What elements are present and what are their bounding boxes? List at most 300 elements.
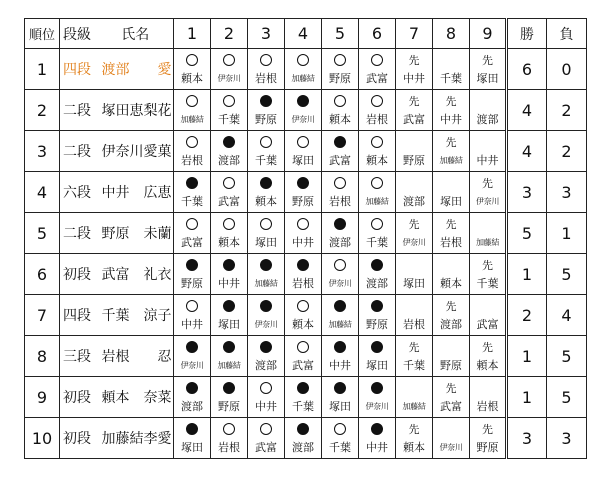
wins-header: 勝 xyxy=(507,19,547,49)
result-mark xyxy=(482,338,493,357)
opponent-name: 加藤結 xyxy=(439,156,463,165)
opponent-name: 加藤結 xyxy=(254,279,278,288)
opponent-name: 渡部 xyxy=(181,400,203,413)
game-cell xyxy=(433,418,470,459)
white-circle-win-icon xyxy=(186,54,198,66)
game-cell xyxy=(470,49,507,90)
game-cell xyxy=(396,90,433,131)
black-circle-loss-icon xyxy=(371,341,383,353)
dan-cell: 四段 xyxy=(60,295,98,336)
opponent-name: 渡部 xyxy=(440,318,462,331)
result-mark xyxy=(260,215,272,234)
first-move-label: 先 xyxy=(408,95,420,108)
game-cell xyxy=(433,172,470,213)
rank-header: 順位 xyxy=(25,19,60,49)
result-mark xyxy=(334,338,346,357)
game-cell xyxy=(433,49,470,90)
result-mark xyxy=(297,133,309,152)
standings-table xyxy=(24,18,587,459)
opponent-name: 加藤結 xyxy=(402,402,426,411)
white-circle-win-icon xyxy=(334,259,346,271)
black-circle-loss-icon xyxy=(371,423,383,435)
opponent-name: 武富 xyxy=(476,318,499,331)
black-circle-loss-icon xyxy=(223,259,235,271)
wins-cell: 1 xyxy=(507,336,547,377)
result-mark xyxy=(334,133,346,152)
result-mark xyxy=(297,92,309,111)
opponent-name: 岩根 xyxy=(403,318,425,331)
game-cell xyxy=(359,254,396,295)
opponent-name: 塚田 xyxy=(292,154,314,167)
result-mark xyxy=(186,338,198,357)
black-circle-loss-icon xyxy=(334,300,346,312)
opponent-name: 野原 xyxy=(292,195,314,208)
result-mark xyxy=(409,420,420,439)
black-circle-loss-icon xyxy=(186,259,198,271)
game-cell xyxy=(322,254,359,295)
rank-cell: 10 xyxy=(25,418,60,459)
black-circle-loss-icon xyxy=(334,341,346,353)
opponent-name: 頼本 xyxy=(218,236,240,249)
result-mark xyxy=(260,256,272,275)
opponent-name: 千葉 xyxy=(476,277,499,290)
result-mark xyxy=(186,215,198,234)
result-mark xyxy=(223,174,235,193)
game-cell xyxy=(285,90,322,131)
result-mark xyxy=(260,92,272,111)
opponent-name: 塚田 xyxy=(476,72,499,85)
white-circle-win-icon xyxy=(297,218,309,230)
game-cell xyxy=(322,172,359,213)
dan-header: 段級 xyxy=(60,19,98,49)
table-row xyxy=(25,336,587,377)
opponent-name: 武富 xyxy=(181,236,203,249)
result-mark xyxy=(334,379,346,398)
game-cell xyxy=(396,131,433,172)
result-mark xyxy=(260,297,272,316)
standings-body xyxy=(25,49,587,459)
losses-cell: 5 xyxy=(547,377,587,418)
game-cell xyxy=(470,336,507,377)
black-circle-loss-icon xyxy=(297,259,309,271)
opponent-name: 加藤結 xyxy=(180,115,204,124)
rank-cell: 9 xyxy=(25,377,60,418)
game-cell xyxy=(433,254,470,295)
wins-cell: 2 xyxy=(507,295,547,336)
white-circle-win-icon xyxy=(297,54,309,66)
dan-cell: 初段 xyxy=(60,377,98,418)
game-cell xyxy=(174,131,211,172)
player-name-cell: 中井 広恵 xyxy=(98,172,174,213)
game-cell xyxy=(211,172,248,213)
table-row xyxy=(25,377,587,418)
game-cell xyxy=(359,49,396,90)
dan-cell: 三段 xyxy=(60,336,98,377)
white-circle-win-icon xyxy=(186,95,198,107)
opponent-name: 千葉 xyxy=(440,72,462,85)
game-cell xyxy=(211,418,248,459)
dan-cell: 初段 xyxy=(60,254,98,295)
result-mark xyxy=(260,420,272,439)
opponent-name: 伊奈川 xyxy=(475,197,500,206)
result-mark xyxy=(334,51,346,70)
game-cell xyxy=(322,336,359,377)
table-row xyxy=(25,90,587,131)
game-cell xyxy=(211,49,248,90)
result-mark xyxy=(297,215,309,234)
opponent-name: 野原 xyxy=(476,441,499,454)
round-header: 9 xyxy=(470,19,507,49)
black-circle-loss-icon xyxy=(260,177,272,189)
opponent-name: 野原 xyxy=(366,318,388,331)
white-circle-win-icon xyxy=(260,382,272,394)
opponent-name: 中井 xyxy=(181,318,203,331)
game-cell xyxy=(359,213,396,254)
opponent-name: 渡部 xyxy=(403,195,425,208)
first-move-label: 先 xyxy=(482,341,493,354)
table-row xyxy=(25,49,587,90)
opponent-name: 渡部 xyxy=(255,359,277,372)
opponent-name: 中井 xyxy=(255,400,277,413)
result-mark xyxy=(334,215,346,234)
wins-cell: 1 xyxy=(507,254,547,295)
result-mark xyxy=(186,174,198,193)
result-mark xyxy=(223,133,235,152)
result-mark xyxy=(482,256,493,275)
opponent-name: 伊奈川 xyxy=(254,320,278,329)
black-circle-loss-icon xyxy=(223,300,235,312)
result-mark xyxy=(371,338,383,357)
opponent-name: 中井 xyxy=(476,154,499,167)
losses-header: 負 xyxy=(547,19,587,49)
opponent-name: 頼本 xyxy=(476,359,499,372)
opponent-name: 頼本 xyxy=(292,318,314,331)
opponent-name: 岩根 xyxy=(440,236,462,249)
white-circle-win-icon xyxy=(371,177,383,189)
game-cell xyxy=(433,336,470,377)
result-mark xyxy=(482,174,493,193)
black-circle-loss-icon xyxy=(334,218,346,230)
black-circle-loss-icon xyxy=(260,341,272,353)
game-cell xyxy=(285,49,322,90)
black-circle-loss-icon xyxy=(260,300,272,312)
standings-table-container xyxy=(24,18,587,459)
opponent-name: 塚田 xyxy=(403,277,425,290)
result-mark xyxy=(371,297,383,316)
game-cell xyxy=(359,295,396,336)
white-circle-win-icon xyxy=(186,136,198,148)
opponent-name: 岩根 xyxy=(181,154,203,167)
game-cell xyxy=(322,377,359,418)
losses-cell: 2 xyxy=(547,131,587,172)
opponent-name: 武富 xyxy=(255,441,277,454)
opponent-name: 岩根 xyxy=(292,277,314,290)
losses-cell: 0 xyxy=(547,49,587,90)
game-cell xyxy=(248,295,285,336)
opponent-name: 武富 xyxy=(440,400,462,413)
opponent-name: 岩根 xyxy=(218,441,240,454)
black-circle-loss-icon xyxy=(186,423,198,435)
game-cell xyxy=(359,90,396,131)
name-header: 氏名 xyxy=(98,19,174,49)
white-circle-win-icon xyxy=(223,218,235,230)
black-circle-loss-icon xyxy=(371,259,383,271)
game-cell xyxy=(285,213,322,254)
opponent-name: 頼本 xyxy=(403,441,425,454)
game-cell xyxy=(396,377,433,418)
opponent-name: 塚田 xyxy=(255,236,277,249)
dan-cell: 初段 xyxy=(60,418,98,459)
opponent-name: 塚田 xyxy=(440,195,462,208)
result-mark xyxy=(297,174,309,193)
header-row xyxy=(25,19,587,49)
opponent-name: 加藤結 xyxy=(328,320,352,329)
result-mark xyxy=(297,51,309,70)
opponent-name: 千葉 xyxy=(292,400,314,413)
game-cell xyxy=(174,254,211,295)
game-cell xyxy=(285,131,322,172)
game-cell xyxy=(174,49,211,90)
table-row xyxy=(25,295,587,336)
first-move-label: 先 xyxy=(408,54,420,67)
opponent-name: 千葉 xyxy=(181,195,203,208)
white-circle-win-icon xyxy=(297,300,309,312)
opponent-name: 岩根 xyxy=(476,400,499,413)
losses-cell: 3 xyxy=(547,418,587,459)
game-cell xyxy=(322,131,359,172)
opponent-name: 武富 xyxy=(218,195,240,208)
game-cell xyxy=(248,418,285,459)
result-mark xyxy=(260,133,272,152)
first-move-label: 先 xyxy=(445,136,457,149)
losses-cell: 2 xyxy=(547,90,587,131)
game-cell xyxy=(285,295,322,336)
white-circle-win-icon xyxy=(186,300,198,312)
black-circle-loss-icon xyxy=(223,382,235,394)
opponent-name: 塚田 xyxy=(218,318,240,331)
result-mark xyxy=(297,338,309,357)
round-header: 8 xyxy=(433,19,470,49)
opponent-name: 伊奈川 xyxy=(439,443,463,452)
round-header: 5 xyxy=(322,19,359,49)
opponent-name: 頼本 xyxy=(366,154,388,167)
dan-cell: 二段 xyxy=(60,131,98,172)
black-circle-loss-icon xyxy=(297,95,309,107)
game-cell xyxy=(470,254,507,295)
opponent-name: 中井 xyxy=(403,72,425,85)
result-mark xyxy=(409,51,420,70)
result-mark xyxy=(186,256,198,275)
opponent-name: 野原 xyxy=(329,72,351,85)
game-cell xyxy=(248,49,285,90)
game-cell xyxy=(470,213,507,254)
opponent-name: 塚田 xyxy=(329,400,351,413)
white-circle-win-icon xyxy=(186,218,198,230)
game-cell xyxy=(211,213,248,254)
result-mark xyxy=(334,256,346,275)
opponent-name: 伊奈川 xyxy=(365,402,389,411)
opponent-name: 塚田 xyxy=(366,359,388,372)
opponent-name: 武富 xyxy=(329,154,351,167)
game-cell xyxy=(285,254,322,295)
rank-cell: 7 xyxy=(25,295,60,336)
black-circle-loss-icon xyxy=(186,382,198,394)
white-circle-win-icon xyxy=(334,95,346,107)
result-mark xyxy=(260,338,272,357)
round-header: 3 xyxy=(248,19,285,49)
result-mark xyxy=(186,297,198,316)
result-mark xyxy=(260,174,272,193)
opponent-name: 伊奈川 xyxy=(402,238,426,247)
game-cell xyxy=(211,131,248,172)
table-row xyxy=(25,131,587,172)
white-circle-win-icon xyxy=(371,95,383,107)
black-circle-loss-icon xyxy=(186,341,198,353)
game-cell xyxy=(174,172,211,213)
round-header: 4 xyxy=(285,19,322,49)
opponent-name: 渡部 xyxy=(476,113,499,126)
opponent-name: 武富 xyxy=(403,113,425,126)
black-circle-loss-icon xyxy=(297,382,309,394)
result-mark xyxy=(371,51,383,70)
table-row xyxy=(25,418,587,459)
rank-cell: 2 xyxy=(25,90,60,131)
rank-cell: 6 xyxy=(25,254,60,295)
game-cell xyxy=(396,49,433,90)
game-cell xyxy=(174,377,211,418)
wins-cell: 1 xyxy=(507,377,547,418)
opponent-name: 頼本 xyxy=(181,72,203,85)
opponent-name: 頼本 xyxy=(329,113,351,126)
white-circle-win-icon xyxy=(334,177,346,189)
round-header: 6 xyxy=(359,19,396,49)
result-mark xyxy=(223,338,235,357)
losses-cell: 1 xyxy=(547,213,587,254)
result-mark xyxy=(482,420,493,439)
result-mark xyxy=(371,133,383,152)
dan-cell: 六段 xyxy=(60,172,98,213)
result-mark xyxy=(223,297,235,316)
opponent-name: 中井 xyxy=(329,359,351,372)
black-circle-loss-icon xyxy=(260,259,272,271)
opponent-name: 武富 xyxy=(292,359,314,372)
first-move-label: 先 xyxy=(408,423,420,436)
result-mark xyxy=(446,297,457,316)
white-circle-win-icon xyxy=(334,54,346,66)
opponent-name: 中井 xyxy=(292,236,314,249)
game-cell xyxy=(322,295,359,336)
white-circle-win-icon xyxy=(223,95,235,107)
player-name-cell: 加藤結李愛 xyxy=(98,418,174,459)
opponent-name: 中井 xyxy=(218,277,240,290)
result-mark xyxy=(223,51,235,70)
white-circle-win-icon xyxy=(260,54,272,66)
dan-cell: 四段 xyxy=(60,49,98,90)
opponent-name: 伊奈川 xyxy=(328,279,352,288)
game-cell xyxy=(322,49,359,90)
game-cell xyxy=(470,90,507,131)
white-circle-win-icon xyxy=(260,218,272,230)
game-cell xyxy=(322,418,359,459)
result-mark xyxy=(334,174,346,193)
game-cell xyxy=(248,377,285,418)
opponent-name: 千葉 xyxy=(329,441,351,454)
opponent-name: 伊奈川 xyxy=(180,361,204,370)
result-mark xyxy=(297,379,309,398)
first-move-label: 先 xyxy=(408,341,420,354)
opponent-name: 頼本 xyxy=(255,195,277,208)
opponent-name: 中井 xyxy=(440,113,462,126)
opponent-name: 野原 xyxy=(440,359,462,372)
result-mark xyxy=(446,215,457,234)
opponent-name: 頼本 xyxy=(440,277,462,290)
first-move-label: 先 xyxy=(482,423,493,436)
first-move-label: 先 xyxy=(482,177,493,190)
game-cell xyxy=(433,90,470,131)
result-mark xyxy=(446,92,457,111)
opponent-name: 伊奈川 xyxy=(291,115,315,124)
opponent-name: 野原 xyxy=(255,113,277,126)
game-cell xyxy=(396,254,433,295)
game-cell xyxy=(248,254,285,295)
table-row xyxy=(25,213,587,254)
game-cell xyxy=(433,295,470,336)
first-move-label: 先 xyxy=(445,300,457,313)
result-mark xyxy=(371,420,383,439)
white-circle-win-icon xyxy=(223,177,235,189)
result-mark xyxy=(223,420,235,439)
white-circle-win-icon xyxy=(223,54,235,66)
white-circle-win-icon xyxy=(223,423,235,435)
player-name-cell: 渡部 愛 xyxy=(98,49,174,90)
white-circle-win-icon xyxy=(334,423,346,435)
result-mark xyxy=(186,420,198,439)
result-mark xyxy=(223,92,235,111)
result-mark xyxy=(334,297,346,316)
game-cell xyxy=(211,377,248,418)
game-cell xyxy=(470,377,507,418)
black-circle-loss-icon xyxy=(260,95,272,107)
game-cell xyxy=(248,336,285,377)
game-cell xyxy=(248,172,285,213)
game-cell xyxy=(211,295,248,336)
losses-cell: 5 xyxy=(547,254,587,295)
black-circle-loss-icon xyxy=(297,423,309,435)
opponent-name: 加藤結 xyxy=(291,74,315,83)
game-cell xyxy=(211,254,248,295)
wins-cell: 5 xyxy=(507,213,547,254)
game-cell xyxy=(396,418,433,459)
opponent-name: 渡部 xyxy=(329,236,351,249)
white-circle-win-icon xyxy=(297,341,309,353)
opponent-name: 岩根 xyxy=(329,195,351,208)
black-circle-loss-icon xyxy=(371,382,383,394)
opponent-name: 千葉 xyxy=(218,113,240,126)
rank-cell: 4 xyxy=(25,172,60,213)
game-cell xyxy=(322,213,359,254)
game-cell xyxy=(396,295,433,336)
result-mark xyxy=(223,379,235,398)
round-header: 7 xyxy=(396,19,433,49)
opponent-name: 武富 xyxy=(366,72,388,85)
opponent-name: 加藤結 xyxy=(217,361,241,370)
opponent-name: 加藤結 xyxy=(365,197,389,206)
game-cell xyxy=(285,172,322,213)
black-circle-loss-icon xyxy=(334,382,346,394)
game-cell xyxy=(470,131,507,172)
result-mark xyxy=(409,338,420,357)
round-header: 2 xyxy=(211,19,248,49)
